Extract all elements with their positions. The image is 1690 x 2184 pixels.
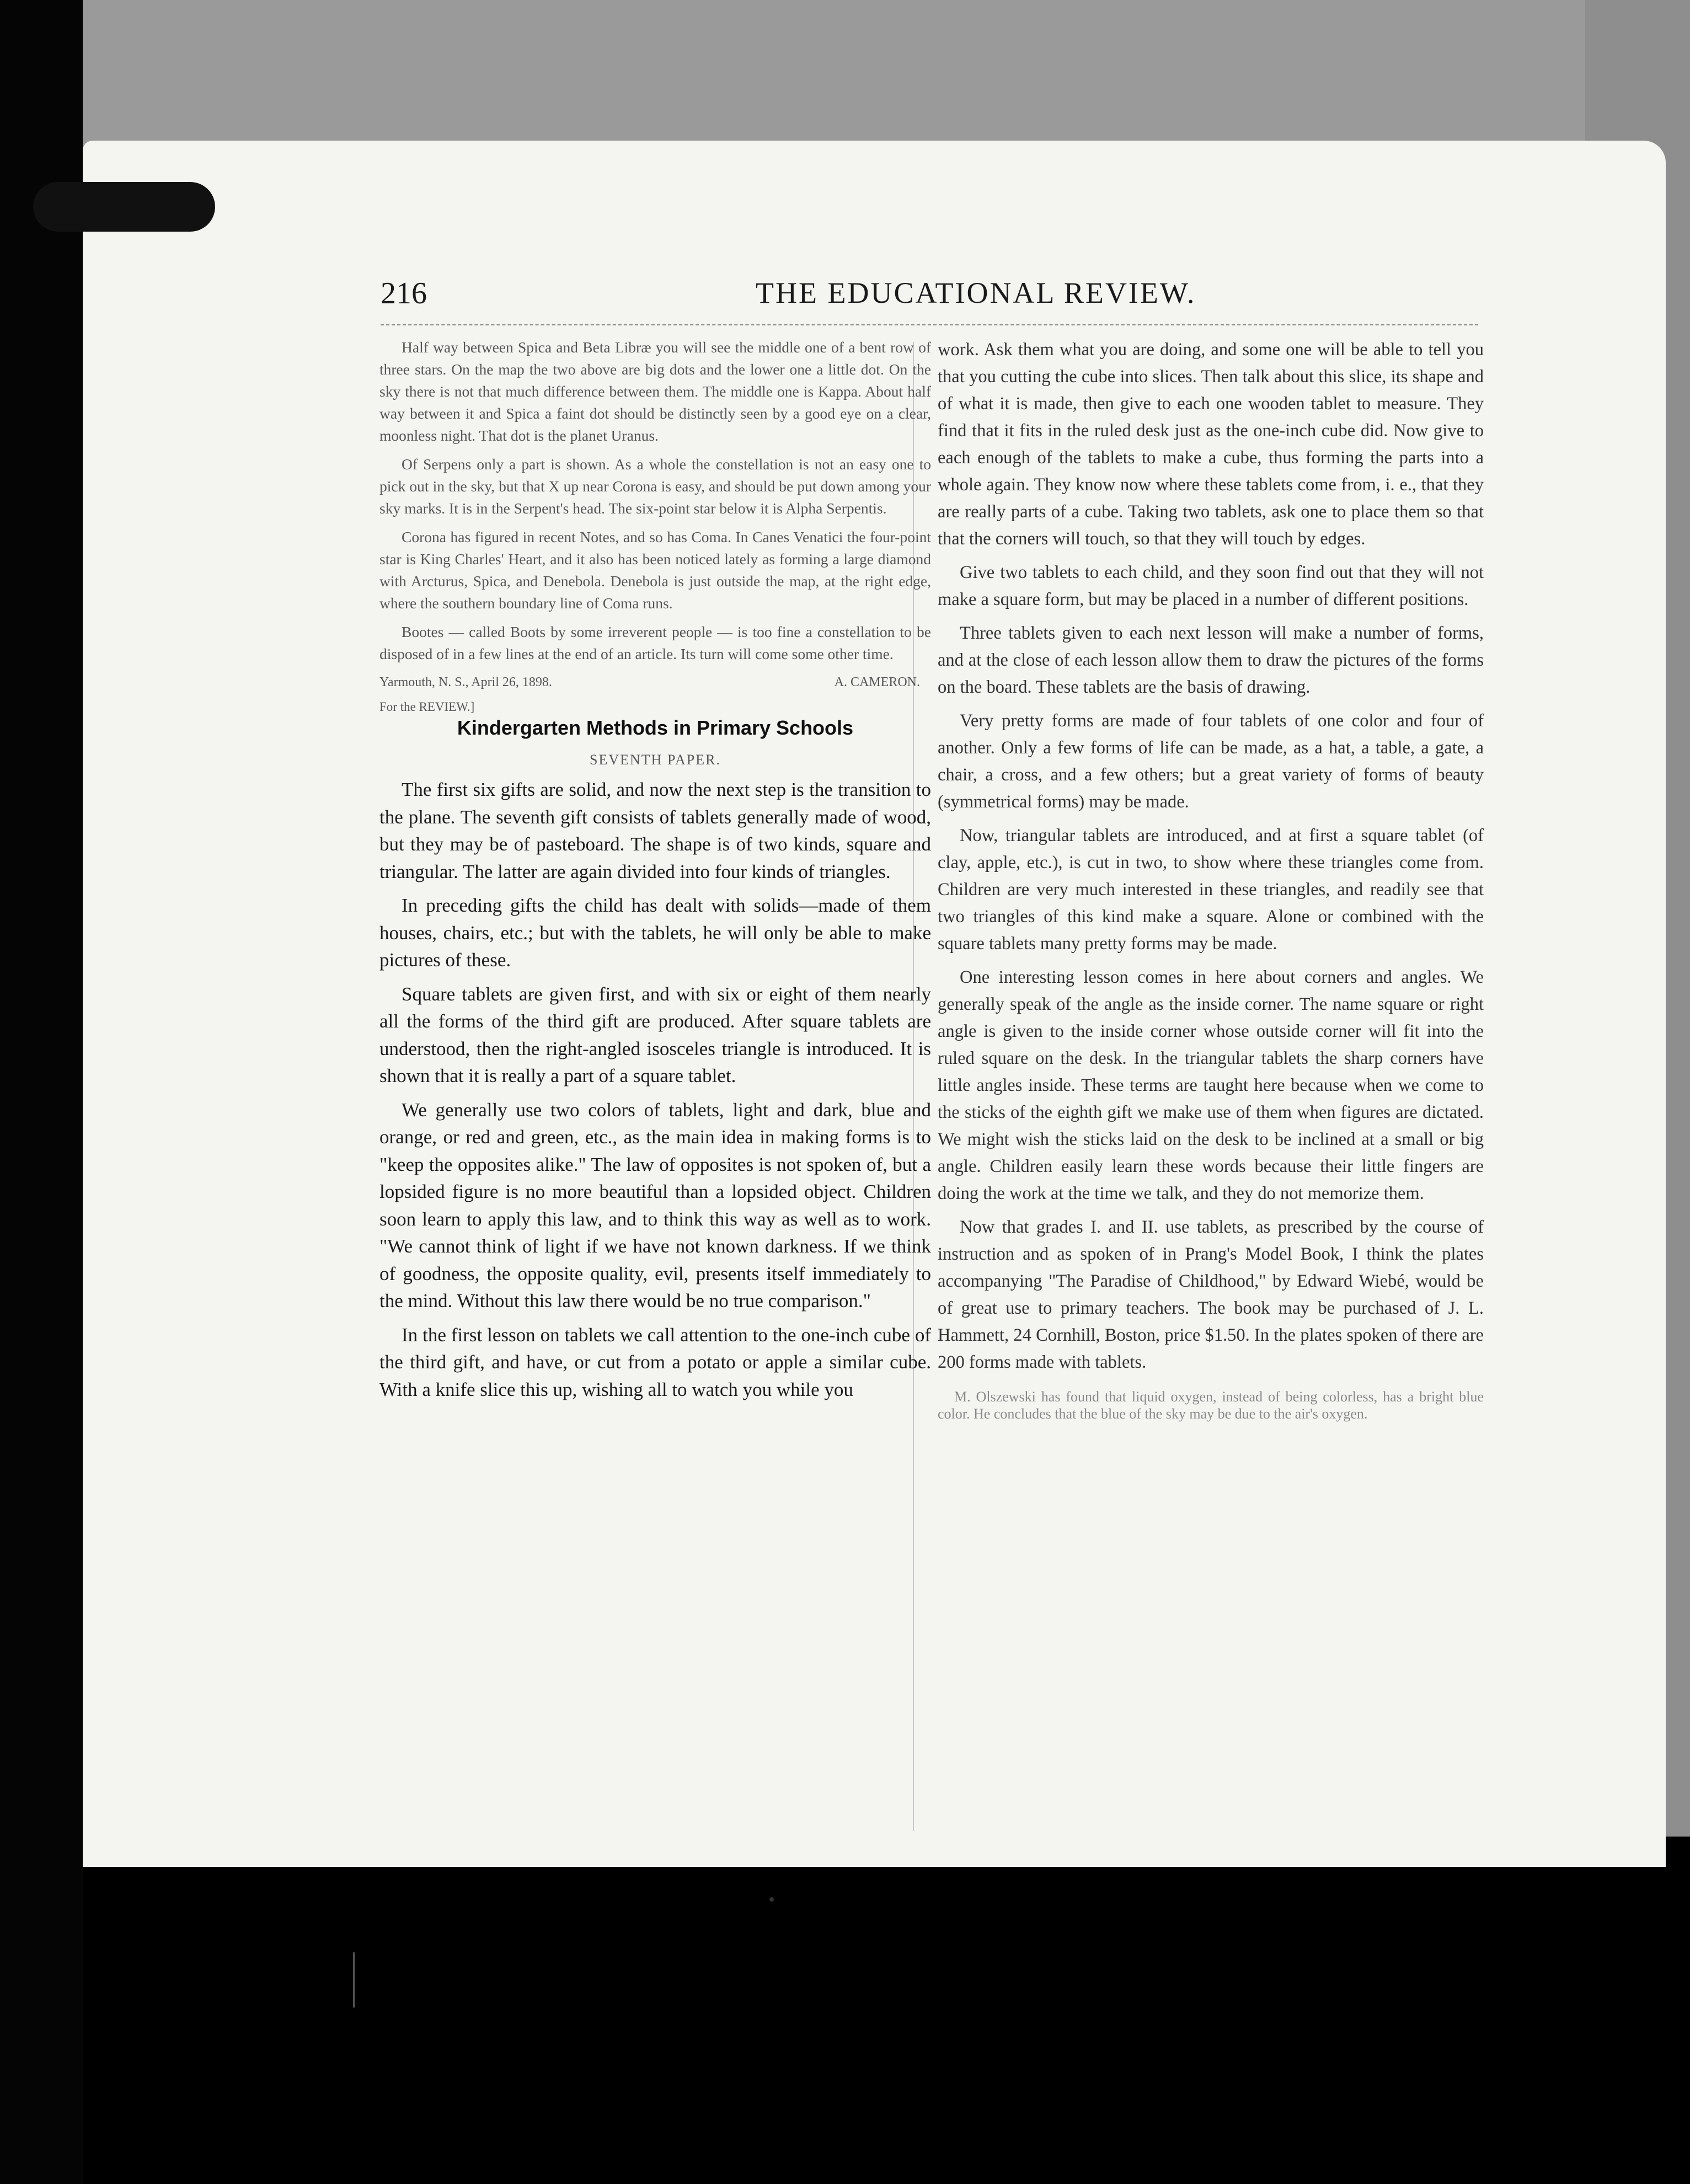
astronomy-paragraph: Of Serpens only a part is shown. As a whole the constellation is not an easy one to pick out in the sky, but that X up near Corona is easy, and should be put down among your sky marks. It is in the Serpent's head. The six-point star below it is Alpha Serpentis. — [379, 456, 931, 517]
paper-number: SEVENTH PAPER. — [590, 752, 721, 768]
page-number: 216 — [381, 276, 427, 311]
header-rule — [381, 324, 1478, 327]
margin-mark — [353, 1952, 358, 2008]
astronomy-paragraph: Corona has figured in recent Notes, and so has Coma. In Canes Venatici the four-point star is King Charles' Heart, and it also has been noticed lately as forming a large diamond with Arcturus, Spica, and Denebola. Denebola is just outside the map, at the right edge, where the southern boundary line of Coma runs. — [379, 528, 931, 612]
article-paragraph: One interesting lesson comes in here about corners and angles. We generally speak of the angle as the inside corner. The name square or right angle is given to the inside corner whose outside corner will fit into the ruled square on the desk. In the triangular tablets the sharp corners have little angles inside. These terms are taught here because when we come to the sticks of the eighth gift we make use of them when figures are dictated. We might wish the sticks laid on the desk to be inclined at a small or big angle. Children easily learn these words because their little fingers are doing the work at the time we talk, and they do not memorize them. — [938, 967, 1484, 1203]
page-speck — [769, 1897, 774, 1902]
scan-background-top — [0, 0, 1690, 160]
signature-name: A. CAMERON. — [834, 675, 920, 689]
running-title: THE EDUCATIONAL REVIEW. — [756, 276, 1196, 309]
article-paragraph: In preceding gifts the child has dealt with solids—made of them houses, chairs, etc.; but with the tablets, he will only be able to make pictures of these. — [379, 895, 931, 971]
right-column — [938, 336, 1484, 1429]
binder-clip — [33, 182, 215, 232]
article-paragraph: In the first lesson on tablets we call attention to the one-inch cube of the third gift, and have, or cut from a potato or apple a similar cube. With a knife slice this up, wishing all to watch you while you — [379, 1324, 931, 1400]
article-paragraph: The first six gifts are solid, and now the next step is the transition to the plane. The seventh gift consists of tablets generally made of wood, but they may be of pasteboard. The shape is of two kinds, square and triangular. The latter are again divided into four kinds of triangles. — [379, 779, 931, 882]
article-paragraph: Very pretty forms are made of four tablets of one color and four of another. Only a few forms of life can be made, as a hat, a table, a gate, a chair, a cross, and a few others; but a great variety of forms of beauty (symmetrical forms) may be made. — [938, 711, 1484, 812]
article-paragraph: Now, triangular tablets are introduced, and at first a square tablet (of clay, apple, etc.), is cut in two, to show where these triangles come from. Children are very much interested in these triangles, and readily see that two triangles of this kind make a square. Alone or combined with the square tablets many pretty forms may be made. — [938, 826, 1484, 954]
article-paragraph: Now that grades I. and II. use tablets, as prescribed by the course of instruction and as spoken of in Prang's Model Book, I think the plates accompanying "The Paradise of Childhood," by Edward Wiebé, would be of great use to primary teachers. The book may be purchased of J. L. Hammett, 24 Cornhill, Boston, price $1.50. In the plates spoken of there are 200 forms made with tablets. — [938, 1217, 1484, 1372]
for-review-note: For the REVIEW.] — [379, 700, 475, 714]
article-paragraph: Three tablets given to each next lesson will make a number of forms, and at the close of each lesson allow them to draw the pictures of the forms on the board. These tablets are the basis of drawing. — [938, 623, 1484, 697]
page-header — [381, 276, 1495, 320]
left-column — [379, 336, 931, 1410]
article-title: Kindergarten Methods in Primary Schools — [457, 716, 854, 739]
article-paragraph: We generally use two colors of tablets, light and dark, blue and orange, or red and green, etc., as the main idea in making forms is to "keep the opposites alike." The law of opposites is not spoken of, but a lopsided figure is no more beautiful than a lopsided object. Children soon learn to apply this law, and to think this way as well as to work. "We cannot think of light if we have not known darkness. If we think of goodness, the opposite quality, evil, presents itself immediately to the mind. Without this law there would be no true comparison." — [379, 1099, 931, 1312]
article-paragraph: Square tablets are given first, and with six or eight of them nearly all the forms of the third gift are produced. After square tablets are understood, then the right-angled isosceles triangle is introduced. It is shown that it is really a part of a square tablet. — [379, 983, 931, 1086]
article-paragraph: work. Ask them what you are doing, and some one will be able to tell you that you cutting the cube into slices. Then talk about this slice, its shape and of what it is made, then give to each one wooden tablet to measure. They find that it fits in the ruled desk just as the one-inch cube did. Now give to each enough of the tablets to make a cube, thus forming the parts into a whole again. They know now where these tablets come from, i. e., that they are really parts of a cube. Taking two tablets, ask one to place them so that that the corners will touch, so that they will touch by edges. — [938, 340, 1484, 549]
article-paragraph: Give two tablets to each child, and they soon find out that they will not make a square form, but may be placed in a number of different positions. — [938, 563, 1484, 609]
footnote: M. Olszewski has found that liquid oxygen, instead of being colorless, has a bright blue color. He concludes that the blue of the sky may be due to the air's oxygen. — [938, 1389, 1484, 1422]
astronomy-paragraph: Half way between Spica and Beta Libræ you will see the middle one of a bent row of three stars. On the map the two above are big dots and the lower one a little dot. On the sky there is not that much difference between them. The middle one is Kappa. About half way between it and Spica a faint dot should be distinctly seen by a good eye on a clear, moonless night. That dot is the planet Uranus. — [379, 339, 931, 444]
astronomy-paragraph: Bootes — called Boots by some irreverent people — is too fine a constellation to be disposed of in a few lines at the end of an article. Its turn will come some other time. — [379, 623, 931, 662]
signature-place: Yarmouth, N. S., April 26, 1898. — [379, 675, 552, 689]
signature-line — [379, 675, 920, 690]
scan-left-edge — [0, 0, 83, 2184]
